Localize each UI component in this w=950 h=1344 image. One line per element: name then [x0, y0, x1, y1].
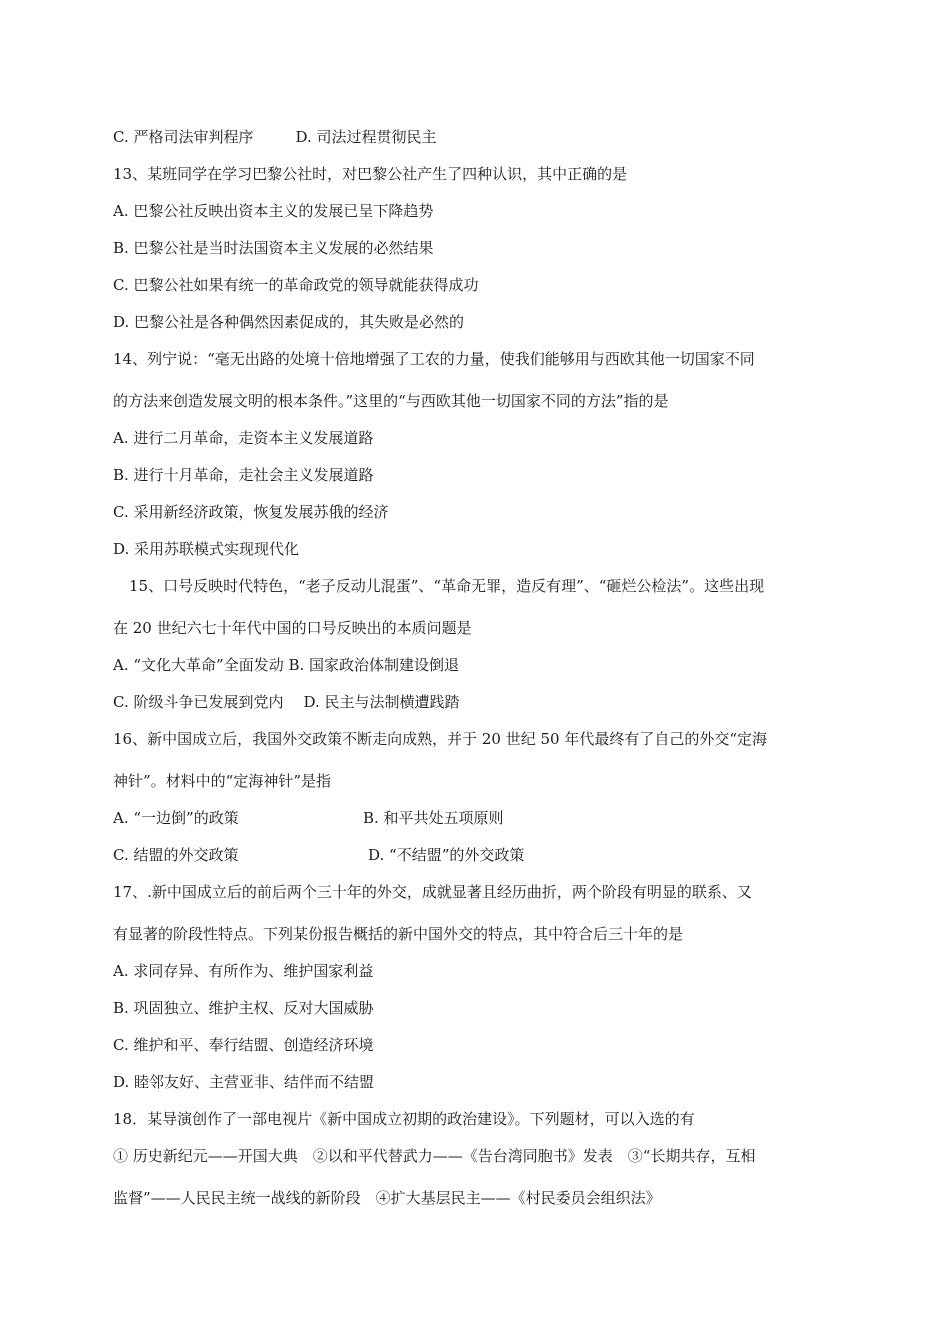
- q12-option-d: D. 司法过程贯彻民主: [295, 128, 437, 146]
- q12-options-cd: [113, 127, 437, 147]
- q13-option-c: C. 巴黎公社如果有统一的革命政党的领导就能获得成功: [113, 276, 479, 294]
- q18-items-line2: 监督”——人民民主统一战线的新阶段 ④扩大基层民主——《村民委员会组织法》: [113, 1189, 661, 1207]
- q16-option-b: B. 和平共处五项原则: [363, 809, 504, 827]
- q15-options-ab: A. “文化大革命”全面发动 B. 国家政治体制建设倒退: [113, 656, 460, 674]
- q14-option-c: C. 采用新经济政策，恢复发展苏俄的经济: [113, 503, 389, 521]
- q13-option-d: D. 巴黎公社是各种偶然因素促成的，其失败是必然的: [113, 313, 465, 331]
- q13-stem: 13、某班同学在学习巴黎公社时，对巴黎公社产生了四种认识，其中正确的是: [113, 165, 628, 183]
- q14-option-d: D. 采用苏联模式实现现代化: [113, 540, 300, 558]
- q17-option-d: D. 睦邻友好、主营亚非、结伴而不结盟: [113, 1073, 375, 1091]
- q15-options-cd: [113, 692, 460, 712]
- q18-items-line1: ① 历史新纪元——开国大典 ②以和平代替武力——《告台湾同胞书》发表 ③“长期共存，互相: [113, 1147, 756, 1165]
- q17-stem-line2: 有显著的阶段性特点。下列某份报告概括的新中国外交的特点，其中符合后三十年的是: [113, 925, 684, 943]
- q15-option-c: C. 阶级斗争已发展到党内: [113, 693, 284, 711]
- q18-stem: 18．某导演创作了一部电视片《新中国成立初期的政治建设》。下列题材，可以入选的有: [113, 1110, 695, 1128]
- q17-stem-line1: 17、.新中国成立后的前后两个三十年的外交，成就显著且经历曲折，两个阶段有明显的联系、又: [113, 883, 752, 901]
- q15-stem-line2: 在 20 世纪六七十年代中国的口号反映出的本质问题是: [113, 619, 472, 637]
- q17-option-c: C. 维护和平、奉行结盟、创造经济环境: [113, 1036, 374, 1054]
- q16-stem-line1: 16、新中国成立后，我国外交政策不断走向成熟，并于 20 世纪 50 年代最终有了自己的外交“定海: [113, 730, 768, 748]
- q16-option-d: D. “不结盟”的外交政策: [368, 846, 525, 864]
- q13-option-a: A. 巴黎公社反映出资本主义的发展已呈下降趋势: [113, 202, 434, 220]
- q14-stem-line2: 的方法来创造发展文明的根本条件。”这里的“与西欧其他一切国家不同的方法”指的是: [113, 392, 669, 410]
- q17-option-b: B. 巩固独立、维护主权、反对大国威胁: [113, 999, 374, 1017]
- q16-stem-line2: 神针”。材料中的“定海神针”是指: [113, 772, 332, 790]
- q16-option-a: A. “一边倒”的政策: [113, 809, 239, 827]
- q16-option-c: C. 结盟的外交政策: [113, 846, 239, 864]
- q17-option-a: A. 求同存异、有所作为、维护国家利益: [113, 962, 374, 980]
- q14-option-a: A. 进行二月革命，走资本主义发展道路: [113, 429, 374, 447]
- q14-stem-line1: 14、列宁说：“毫无出路的处境十倍地增强了工农的力量，使我们能够用与西欧其他一切国家不同: [113, 350, 755, 368]
- q12-option-c: C. 严格司法审判程序: [113, 128, 254, 146]
- q15-stem-line1: 15、口号反映时代特色，“老子反动儿混蛋”、“革命无罪，造反有理”、“砸烂公检法”。这些出现: [129, 577, 765, 595]
- q13-option-b: B. 巴黎公社是当时法国资本主义发展的必然结果: [113, 239, 434, 257]
- q15-option-d: D. 民主与法制横遭践踏: [303, 693, 460, 711]
- q14-option-b: B. 进行十月革命，走社会主义发展道路: [113, 466, 374, 484]
